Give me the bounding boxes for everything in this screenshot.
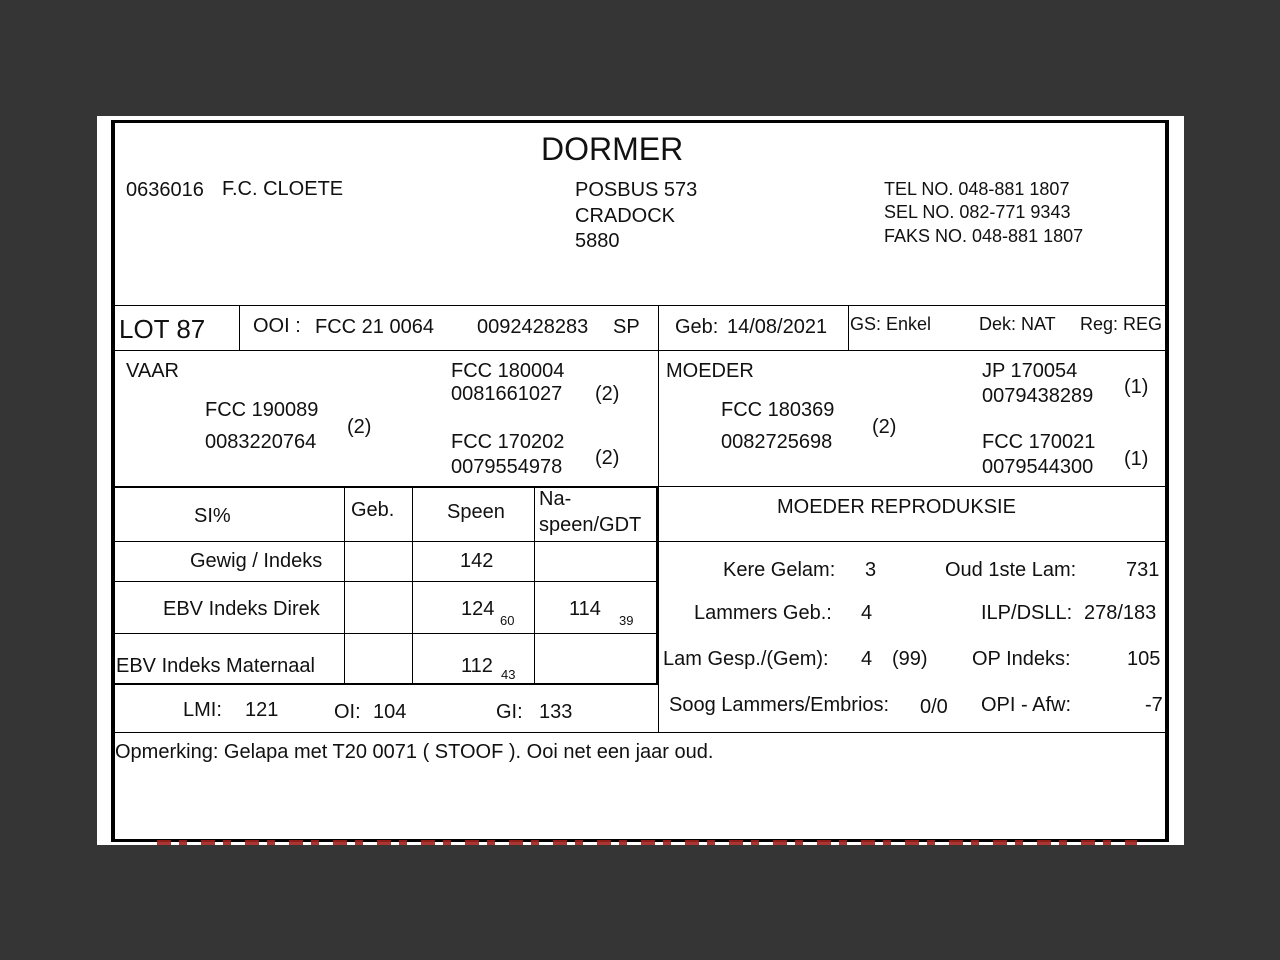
moeder-grade: (2) xyxy=(872,416,897,438)
moeder-sire-id: JP 170054 xyxy=(982,360,1078,382)
address-line2: CRADOCK xyxy=(575,205,676,227)
vaar-label: VAAR xyxy=(126,360,179,382)
lammers-geb-value: 4 xyxy=(861,602,873,624)
op-indeks-label: OP Indeks: xyxy=(972,648,1071,670)
divider xyxy=(115,305,1169,306)
divider xyxy=(239,305,240,350)
reproduksie-title: MOEDER REPRODUKSIE xyxy=(777,496,1016,518)
gi-label: GI: xyxy=(496,701,523,723)
moeder-dam-number: 0079544300 xyxy=(982,456,1094,478)
divider xyxy=(115,633,658,634)
vaar-id: FCC 190089 xyxy=(205,399,319,421)
direk-na: 114 xyxy=(569,598,601,620)
divider xyxy=(658,486,1169,487)
sel-number: SEL NO. 082-771 9343 xyxy=(884,202,1071,222)
dek-value: Dek: NAT xyxy=(979,314,1056,334)
vaar-grade: (2) xyxy=(347,416,372,438)
oi-value: 104 xyxy=(373,701,407,723)
divider xyxy=(115,581,658,582)
lot-number: LOT 87 xyxy=(119,314,206,344)
moeder-sire-number: 0079438289 xyxy=(982,385,1094,407)
divider xyxy=(658,486,659,732)
lam-gesp-gem: (99) xyxy=(892,648,928,670)
divider xyxy=(115,732,1169,733)
lot-card xyxy=(111,120,1169,842)
lammers-geb-label: Lammers Geb.: xyxy=(694,602,832,624)
ooi-number: 0092428283 xyxy=(477,316,589,338)
divider xyxy=(115,541,1169,542)
opmerking: Opmerking: Gelapa met T20 0071 ( STOOF ). Ooi net een jaar oud. xyxy=(115,741,714,763)
vaar-sire-id: FCC 180004 xyxy=(451,360,565,382)
kere-gelam-label: Kere Gelam: xyxy=(723,559,836,581)
lam-gesp-label: Lam Gesp./(Gem): xyxy=(663,648,829,670)
lam-gesp-value: 4 xyxy=(861,648,873,670)
soog-label: Soog Lammers/Embrios: xyxy=(669,694,890,716)
divider xyxy=(115,486,658,488)
faks-number: FAKS NO. 048-881 1807 xyxy=(884,226,1084,246)
maternaal-speen: 112 xyxy=(461,655,493,677)
si-header: SI% xyxy=(194,505,231,527)
vaar-dam-number: 0079554978 xyxy=(451,456,563,478)
oud-lam-label: Oud 1ste Lam: xyxy=(945,559,1077,581)
opi-value: -7 xyxy=(1145,694,1163,716)
ilp-value: 278/183 xyxy=(1084,602,1157,624)
divider xyxy=(412,486,413,683)
moeder-dam-id: FCC 170021 xyxy=(982,431,1096,453)
lot-card-page xyxy=(97,116,1184,845)
direk-na-accuracy: 39 xyxy=(619,613,634,628)
moeder-label: MOEDER xyxy=(666,360,754,382)
oud-lam-value: 731 xyxy=(1126,559,1160,581)
breed-title: DORMER xyxy=(541,131,684,167)
ilp-label: ILP/DSLL: xyxy=(981,602,1073,624)
ooi-id: FCC 21 0064 xyxy=(315,316,434,338)
gs-value: GS: Enkel xyxy=(850,314,932,334)
vaar-sire-number: 0081661027 xyxy=(451,383,563,405)
geb-date: 14/08/2021 xyxy=(727,316,828,338)
maternaal-speen-accuracy: 43 xyxy=(501,667,516,682)
divider xyxy=(344,486,345,683)
owner-name: F.C. CLOETE xyxy=(222,178,344,200)
op-indeks-value: 105 xyxy=(1127,648,1161,670)
gewig-speen: 142 xyxy=(460,550,494,572)
soog-value: 0/0 xyxy=(920,696,948,718)
moeder-dam-grade: (1) xyxy=(1124,448,1149,470)
ooi-suffix: SP xyxy=(613,316,640,338)
row-label-maternaal: EBV Indeks Maternaal xyxy=(116,655,315,677)
row-label-gewig: Gewig / Indeks xyxy=(190,550,323,572)
geb-label: Geb: xyxy=(675,316,719,338)
reg-value: Reg: REG xyxy=(1080,314,1163,334)
opi-label: OPI - Afw: xyxy=(981,694,1072,716)
row-label-direk: EBV Indeks Direk xyxy=(163,598,320,620)
na-header-line1: Na- xyxy=(539,488,572,510)
vaar-dam-id: FCC 170202 xyxy=(451,431,565,453)
vaar-sire-grade: (2) xyxy=(595,383,620,405)
divider xyxy=(534,486,535,683)
divider xyxy=(658,305,659,487)
geb-header: Geb. xyxy=(351,499,395,521)
cropped-footer-text xyxy=(157,840,1137,845)
owner-code: 0636016 xyxy=(126,179,204,201)
moeder-sire-grade: (1) xyxy=(1124,376,1149,398)
moeder-id: FCC 180369 xyxy=(721,399,835,421)
speen-header: Speen xyxy=(447,501,505,523)
address-line3: 5880 xyxy=(575,230,620,252)
divider xyxy=(115,350,1169,351)
divider xyxy=(115,683,658,685)
moeder-number: 0082725698 xyxy=(721,431,833,453)
lmi-label: LMI: xyxy=(183,699,222,721)
gi-value: 133 xyxy=(539,701,573,723)
oi-label: OI: xyxy=(334,701,361,723)
kere-gelam-value: 3 xyxy=(865,559,877,581)
direk-speen-accuracy: 60 xyxy=(500,613,515,628)
vaar-dam-grade: (2) xyxy=(595,447,620,469)
direk-speen: 124 xyxy=(461,598,495,620)
address-line1: POSBUS 573 xyxy=(575,179,698,201)
na-header-line2: speen/GDT xyxy=(539,514,642,536)
tel-number: TEL NO. 048-881 1807 xyxy=(884,179,1070,199)
vaar-number: 0083220764 xyxy=(205,431,317,453)
divider xyxy=(848,305,849,350)
ooi-label: OOI : xyxy=(253,315,301,337)
lmi-value: 121 xyxy=(245,699,279,721)
